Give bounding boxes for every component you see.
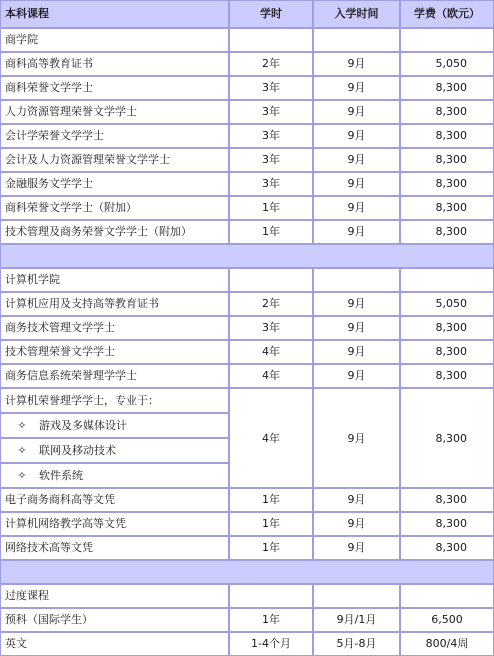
course-fee: 8,300: [400, 76, 494, 100]
course-fee: 5,050: [400, 292, 494, 316]
course-duration: 3年: [229, 76, 313, 100]
course-duration: 3年: [229, 316, 313, 340]
table-row: [0, 632, 494, 656]
course-duration: 1年: [229, 488, 313, 512]
course-name: 人力资源管理荣誉文学学士: [0, 100, 229, 124]
group-fee: 8,300: [400, 388, 494, 488]
course-intake: 9月/1月: [313, 608, 400, 632]
course-duration: 1年: [229, 196, 313, 220]
specialization-name: 联网及移动技术: [39, 444, 116, 457]
course-fee: 6,500: [400, 608, 494, 632]
course-fee: 8,300: [400, 172, 494, 196]
course-fee: 8,300: [400, 124, 494, 148]
course-duration: 1年: [229, 512, 313, 536]
table-row: [0, 220, 494, 244]
course-name: 商务技术管理文学学士: [0, 316, 229, 340]
group-duration: 4年: [229, 388, 313, 488]
course-duration: 4年: [229, 364, 313, 388]
course-fee: 8,300: [400, 364, 494, 388]
header-fee: 学费（欧元）: [400, 0, 494, 28]
course-name: 电子商务商科高等文凭: [0, 488, 229, 512]
course-duration: 1-4个月: [229, 632, 313, 656]
table-row: [0, 316, 494, 340]
course-fee: 8,300: [400, 100, 494, 124]
group-course-name: 计算机荣誉理学学士，专业于：: [0, 388, 229, 413]
course-intake: 9月: [313, 148, 400, 172]
course-name: 英文: [0, 632, 229, 656]
course-intake: 9月: [313, 196, 400, 220]
header-course: 本科课程: [0, 0, 229, 28]
group-head-row: [0, 388, 494, 413]
table-row: [0, 340, 494, 364]
course-intake: 9月: [313, 340, 400, 364]
course-name: 商务信息系统荣誉理学学士: [0, 364, 229, 388]
course-name: 计算机应用及支持高等教育证书: [0, 292, 229, 316]
table-row: [0, 172, 494, 196]
course-name: 技术管理荣誉文学学士: [0, 340, 229, 364]
course-intake: 5月-8月: [313, 632, 400, 656]
course-fee: 8,300: [400, 148, 494, 172]
course-name: 会计及人力资源管理荣誉文学学士: [0, 148, 229, 172]
section-title: 商学院: [0, 28, 229, 52]
section-divider: [0, 560, 494, 584]
section-title: 计算机学院: [0, 268, 229, 292]
header-intake: 入学时间: [313, 0, 400, 28]
course-duration: 3年: [229, 148, 313, 172]
course-name: 商科高等教育证书: [0, 52, 229, 76]
course-name: 商科荣誉文学学士: [0, 76, 229, 100]
course-duration: 3年: [229, 124, 313, 148]
section-title: 过度课程: [0, 584, 229, 608]
course-name: 网络技术高等文凭: [0, 536, 229, 560]
course-duration: 2年: [229, 52, 313, 76]
course-name: 预科（国际学生）: [0, 608, 229, 632]
course-name: 金融服务文学学士: [0, 172, 229, 196]
diamond-bullet-icon: ✧: [17, 419, 27, 432]
course-intake: 9月: [313, 364, 400, 388]
table-row: [0, 536, 494, 560]
header-duration: 学时: [229, 0, 313, 28]
course-intake: 9月: [313, 512, 400, 536]
course-name: 技术管理及商务荣誉文学学士（附加）: [0, 220, 229, 244]
course-duration: 3年: [229, 172, 313, 196]
table-row: [0, 364, 494, 388]
course-intake: 9月: [313, 52, 400, 76]
table-row: [0, 124, 494, 148]
course-intake: 9月: [313, 124, 400, 148]
section-title-row: [0, 28, 494, 52]
course-intake: 9月: [313, 100, 400, 124]
course-fee: 8,300: [400, 536, 494, 560]
course-intake: 9月: [313, 292, 400, 316]
course-fee: 8,300: [400, 196, 494, 220]
specialization-name: 软件系统: [39, 469, 83, 482]
section-title-row: [0, 584, 494, 608]
table-row: [0, 100, 494, 124]
table-row: [0, 488, 494, 512]
group-intake: 9月: [313, 388, 400, 488]
table-row: [0, 292, 494, 316]
table-row: [0, 148, 494, 172]
course-intake: 9月: [313, 172, 400, 196]
course-intake: 9月: [313, 536, 400, 560]
course-intake: 9月: [313, 220, 400, 244]
course-name: 会计学荣誉文学学士: [0, 124, 229, 148]
section-divider: [0, 244, 494, 268]
course-fee: 8,300: [400, 220, 494, 244]
course-duration: 4年: [229, 340, 313, 364]
course-fee: 8,300: [400, 316, 494, 340]
course-duration: 3年: [229, 100, 313, 124]
course-intake: 9月: [313, 316, 400, 340]
table-row: [0, 52, 494, 76]
specialization-name: 游戏及多媒体设计: [39, 419, 127, 432]
course-name: 计算机网络教学高等文凭: [0, 512, 229, 536]
course-duration: 1年: [229, 220, 313, 244]
table-row: [0, 196, 494, 220]
course-fee: 8,300: [400, 512, 494, 536]
section-title-row: [0, 268, 494, 292]
course-fee: 5,050: [400, 52, 494, 76]
course-fee: 8,300: [400, 340, 494, 364]
diamond-bullet-icon: ✧: [17, 444, 27, 457]
course-intake: 9月: [313, 76, 400, 100]
course-duration: 1年: [229, 536, 313, 560]
course-duration: 2年: [229, 292, 313, 316]
diamond-bullet-icon: ✧: [17, 469, 27, 482]
course-name: 商科荣誉文学学士（附加）: [0, 196, 229, 220]
table-row: [0, 608, 494, 632]
course-fee: 8,300: [400, 488, 494, 512]
table-header-row: [0, 0, 494, 28]
table-row: [0, 76, 494, 100]
table-row: [0, 512, 494, 536]
course-fee: 800/4周: [400, 632, 494, 656]
course-intake: 9月: [313, 488, 400, 512]
course-duration: 1年: [229, 608, 313, 632]
